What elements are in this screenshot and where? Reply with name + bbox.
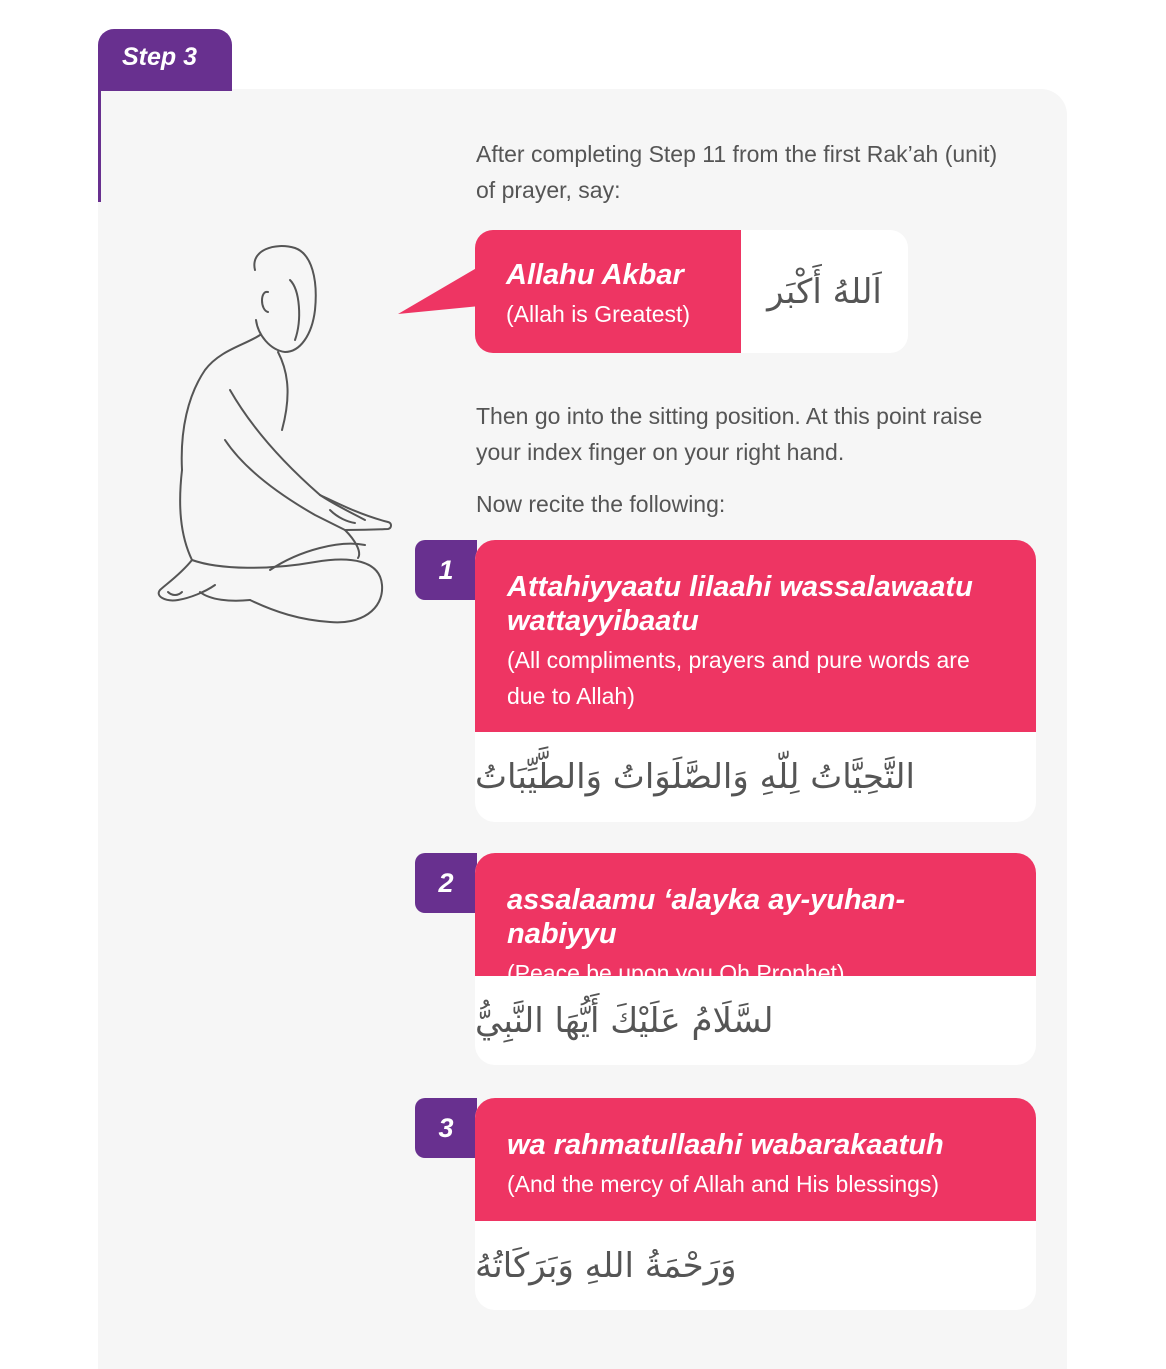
dua-number-badge: 3 (415, 1098, 477, 1158)
sitting-person-illustration (150, 240, 400, 640)
takbir-arabic: اَللهُ أَكْبَر (741, 230, 908, 353)
step-tab (98, 29, 232, 91)
speech-pointer (398, 266, 480, 316)
takbir-meaning: (Allah is Greatest) (506, 301, 691, 327)
dua-transliteration: Attahiyyaatu lilaahi wassalawaatu wattayyibaatu (507, 571, 973, 637)
dua-transliteration: wa rahmatullaahi wabarakaatuh (507, 1129, 944, 1161)
tab-edge-accent (98, 88, 101, 202)
takbir-box (475, 230, 908, 353)
intro-text-3: Now recite the following: (476, 491, 726, 517)
dua-card (475, 1098, 1036, 1310)
dua-arabic: التَّحِيَّاتُ لِلّهِ وَالصَّلَوَاتُ وَالطَّيِّبَاتُ (475, 757, 915, 797)
dua-card (475, 853, 1036, 1065)
intro-text-1: After completing Step 11 from the first Rak’ah (unit) of prayer, say: (476, 141, 998, 203)
dua-transliteration: assalaamu ‘alayka ay-yuhan-nabiyyu (507, 884, 906, 950)
dua-number-badge: 2 (415, 853, 477, 913)
dua-arabic: لسَّلَامُ عَلَيْكَ أَيُّهَا النَّبِيُّ (475, 1000, 774, 1041)
dua-number-badge: 1 (415, 540, 477, 600)
dua-arabic: وَرَحْمَةُ اللهِ وَبَرَكَاتُهُ (475, 1245, 737, 1286)
dua-text-panel (475, 540, 1036, 732)
dua-card (475, 540, 1036, 822)
dua-text-panel (475, 1098, 1036, 1221)
step-label: Step 3 (122, 43, 198, 71)
dua-text-panel (475, 853, 1036, 986)
dua-meaning: (And the mercy of Allah and His blessings) (507, 1171, 940, 1197)
intro-text-2: Then go into the sitting position. At this point raise your index finger on your right hand. (476, 403, 983, 465)
dua-meaning: (All compliments, prayers and pure words are due to Allah) (507, 647, 970, 709)
takbir-transliteration: Allahu Akbar (506, 259, 684, 291)
dua-meaning: (Peace be upon you Oh Prophet) (507, 960, 845, 986)
takbir-text-panel (475, 230, 741, 353)
